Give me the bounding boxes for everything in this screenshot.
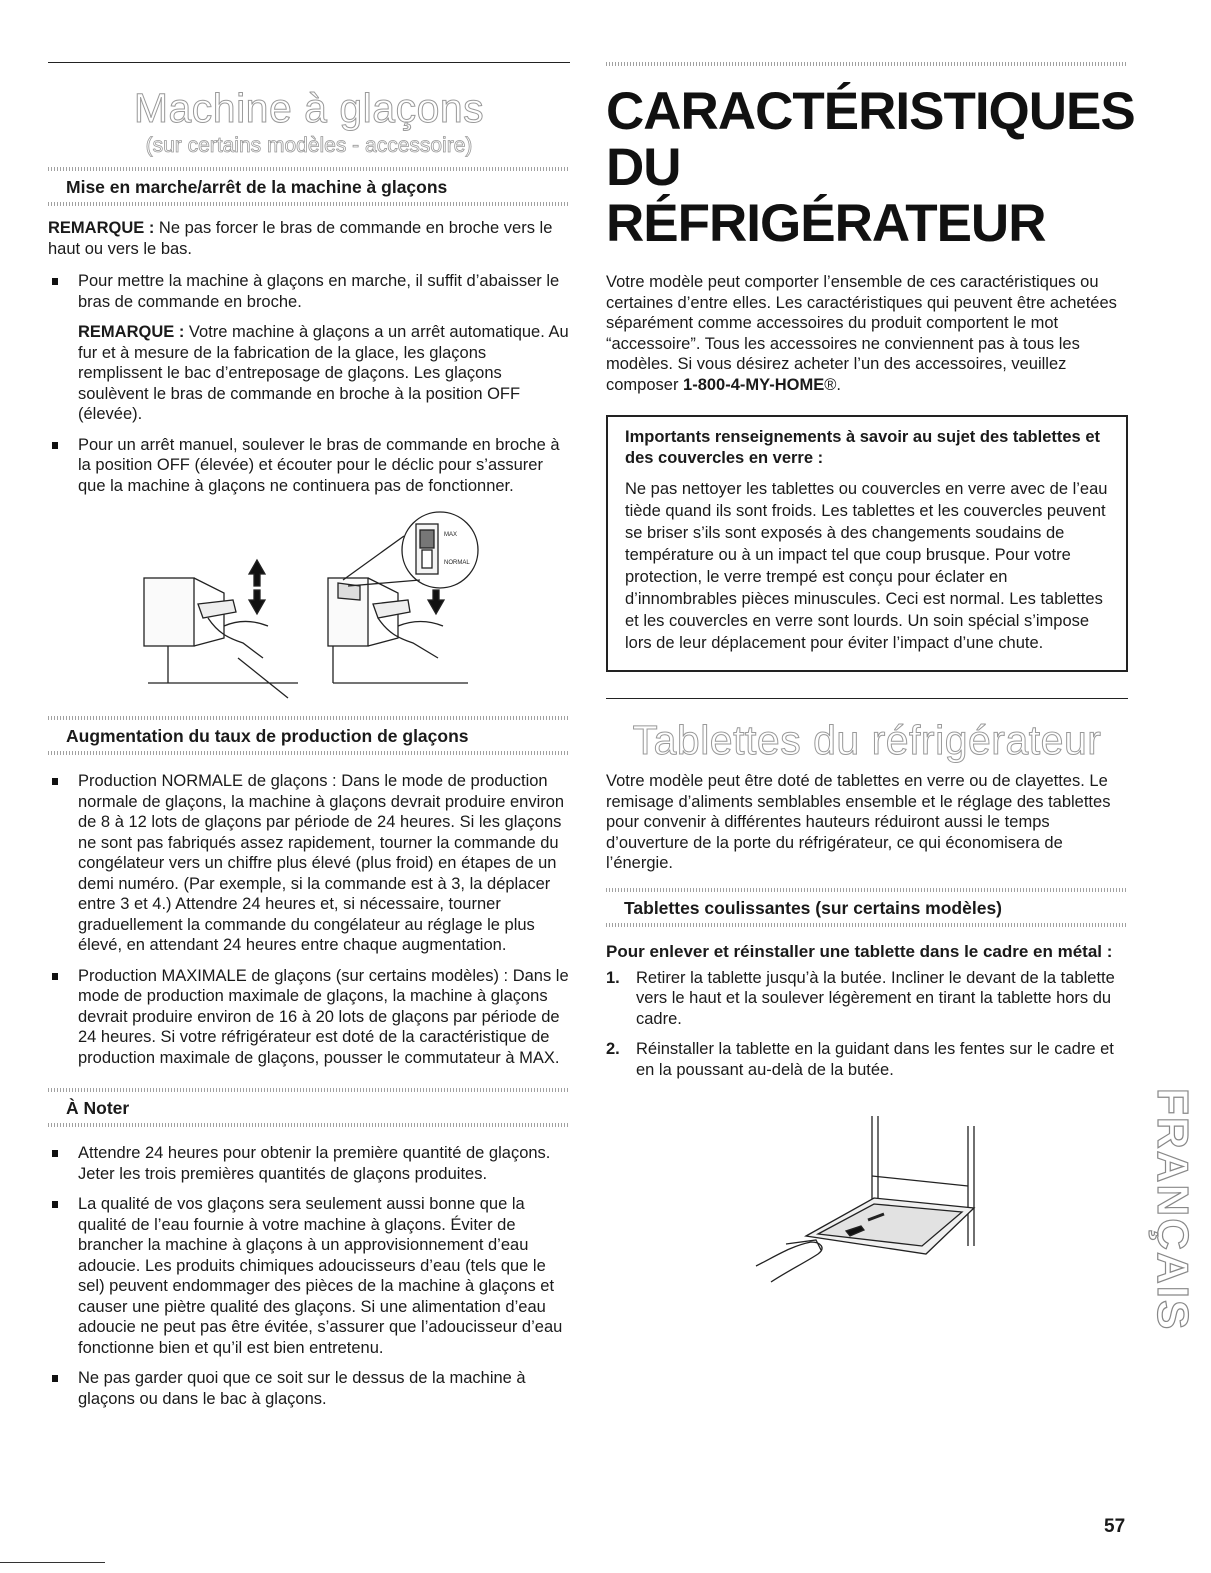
list-item: Ne pas garder quoi que ce soit sur le dessus de la machine à glaçons ou dans le bac à glaçons. — [48, 1368, 570, 1409]
step-text: Réinstaller la tablette en la guidant dans les fentes sur le cadre et en la poussant au-delà de la butée. — [636, 1040, 1114, 1079]
note-heading: À Noter — [66, 1098, 130, 1118]
divider — [606, 62, 1128, 66]
on-off-heading: Mise en marche/arrêt de la machine à glaçons — [66, 177, 448, 197]
divider — [606, 923, 1128, 927]
shelves-title: Tablettes du réfrigérateur — [632, 717, 1102, 763]
sliding-shelves-heading: Tablettes coulissantes (sur certains modèles) — [624, 897, 1003, 918]
features-intro — [606, 272, 1128, 395]
intro-text: Votre modèle peut comporter l’ensemble de ces caractéristiques ou certaines d’entre elles. Les caractéristiques qui peuvent être achetées séparément comme accessoires du produit comportent le mot “accessoire”. Tous les accessoires ne conviennent pas à tous les modèles. Si vous désirez acheter l’un des accessoires, veuillez composer — [606, 273, 1117, 394]
shelf-illustration — [606, 1096, 1128, 1296]
phone-number: 1-800-4-MY-HOME — [683, 375, 825, 394]
page-title-line1: CARACTÉRISTIQUES — [606, 82, 1135, 141]
language-tab-label: FRANÇAIS — [1148, 1088, 1197, 1332]
page-number: 57 — [1104, 1516, 1126, 1537]
shelves-intro: Votre modèle peut être doté de tablettes en verre ou de clayettes. Le remisage d’aliments semblables ensemble et le réglage des tablettes pour convenir à différentes hauteurs réduiront aussi le temps d’ouverture de la porte du réfrigérateur, ce qui économisera de l’énergie. — [606, 772, 1111, 872]
step-item — [606, 1039, 1128, 1080]
page-title-line2: DU RÉFRIGÉRATEUR — [606, 138, 1046, 253]
step-item — [606, 968, 1128, 1030]
list-item: Pour un arrêt manuel, soulever le bras de commande en broche à la position OFF (élevée) et écouter pour le déclic pour s’assurer que la machine à glaçons ne continuera pas de fonctionner. — [48, 435, 570, 497]
divider — [48, 1088, 570, 1092]
on-off-list — [48, 271, 570, 496]
divider — [48, 1123, 570, 1127]
note-label: REMARQUE : — [48, 219, 155, 237]
divider — [606, 888, 1128, 892]
left-column — [48, 62, 570, 1409]
list-item: Pour mettre la machine à glaçons en marche, il suffit d’abaisser le bras de commande en broche. — [48, 271, 570, 312]
section-rule — [606, 698, 1128, 699]
note-label: REMARQUE : — [78, 323, 185, 341]
ice-maker-illustration — [48, 508, 570, 698]
divider — [48, 716, 570, 720]
shelf-figure — [606, 1096, 1128, 1296]
divider — [48, 167, 570, 171]
remove-shelf-heading: Pour enlever et réinstaller une tablette dans le cadre en métal : — [606, 941, 1113, 961]
step-number: 2. — [606, 1040, 620, 1058]
divider — [48, 202, 570, 206]
ice-maker-title: Machine à glaçons — [133, 85, 485, 131]
list-item: Production NORMALE de glaçons : Dans le mode de production normale de glaçons, la machine à glaçons devrait produire environ de 8 à 12 lots de glaçons par période de 24 heures. Si les glaçons ne sont pas fabriqués assez rapidement, tourner la commande du congélateur vers un chiffre plus élevé (plus froid) en étapes de un demi numéro. (Par exemple, si la commande est à 3, la déplacer entre 3 et 4.) Attendre 24 heures et, si nécessaire, tourner graduellement la commande du congélateur au réglage le plus élevé, en attendant 24 heures entre chaque augmentation. — [48, 771, 570, 956]
on-off-note — [48, 218, 570, 259]
divider — [48, 751, 570, 755]
note-text: Votre machine à glaçons a un arrêt automatique. Au fur et à mesure de la fabrication de la glace, les glaçons remplissent le bac d’entreposage de glaçons. Les glaçons soulèvent le bras de commande en broche à la position OFF (élevée). — [78, 323, 569, 423]
production-heading: Augmentation du taux de production de glaçons — [66, 726, 469, 746]
max-label: MAX — [444, 532, 458, 538]
shelf-steps — [606, 968, 1128, 1081]
section-rule — [48, 62, 570, 63]
list-item: La qualité de vos glaçons sera seulement aussi bonne que la qualité de l’eau fournie à votre machine à glaçons. Éviter de brancher la machine à glaçons à un approvisionnement d’eau adoucie. Les produits chimiques adoucisseurs d’eau (tels que le sel) peuvent endommager des pièces de la machine à glaçons et causer une piètre qualité des glaçons. Si une alimentation d’eau adoucie ne peut pas être évitée, s’assurer que l’adoucisseur d’eau fonctionne bien et qu’il est bien entretenu. — [48, 1194, 570, 1358]
ice-maker-figure — [48, 508, 570, 698]
glass-warning-heading: Importants renseignements à savoir au sujet des tablettes et des couvercles en verre : — [625, 428, 1100, 467]
list-item: Production MAXIMALE de glaçons (sur certains modèles) : Dans le mode de production maximale de glaçons, la machine à glaçons devrait produire environ de 16 à 20 lots de glaçons par période de 24 heures. Si votre réfrigérateur est doté de la caractéristique de production maximale de glaçons, pousser le commutateur à MAX. — [48, 966, 570, 1069]
production-list — [48, 771, 570, 1068]
language-tab — [1140, 1082, 1197, 1347]
footer-rule — [0, 1562, 105, 1563]
list-item: Attendre 24 heures pour obtenir la première quantité de glaçons. Jeter les trois premières quantités de glaçons produites. — [48, 1143, 570, 1184]
step-number: 1. — [606, 968, 620, 987]
intro-suffix: ®. — [824, 375, 841, 394]
normal-label: NORMAL — [444, 560, 470, 566]
glass-warning-text: Ne pas nettoyer les tablettes ou couvercles en verre avec de l’eau tiède quand ils sont froids. Les tablettes et les couvercles peuvent se briser s’ils sont exposés à des changements soudains de température ou à un impact tel que coup brusque. Pour votre protection, le verre trempé est conçu pour éclater en d’innombrables pièces minuscules. Ceci est normal. Les tablettes et les couvercles en verre sont lourds. Un soin spécial s’impose lors de leur déplacement pour éviter l’impact d’une chute. — [625, 480, 1108, 652]
ice-maker-subtitle: (sur certains modèles - accessoire) — [145, 134, 473, 157]
inner-note — [48, 322, 570, 425]
step-text: Retirer la tablette jusqu’à la butée. Incliner le devant de la tablette vers le haut et la soulever légèrement en tirant la tablette hors du cadre. — [636, 968, 1115, 1028]
note-list — [48, 1143, 570, 1409]
glass-warning-box — [606, 415, 1128, 672]
note-text: Ne pas forcer le bras de commande en broche vers le haut ou vers le bas. — [48, 219, 553, 258]
right-column — [606, 62, 1135, 1296]
